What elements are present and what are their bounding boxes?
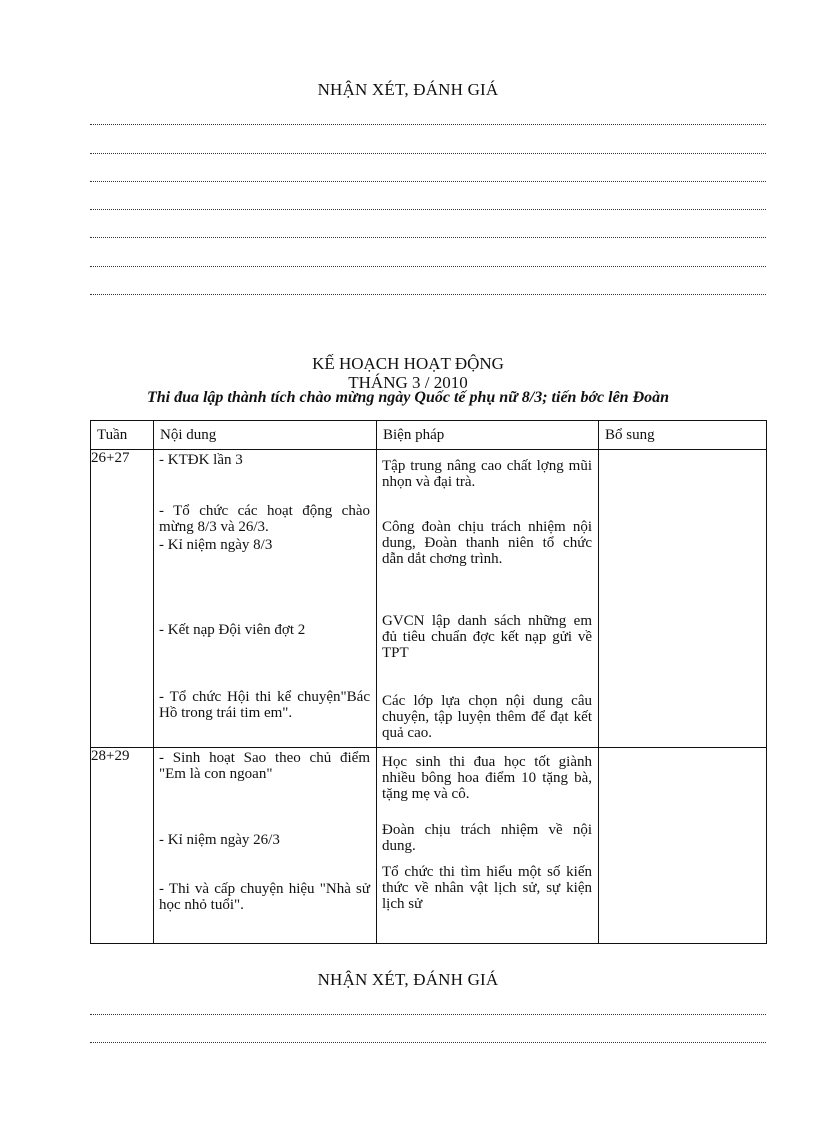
header-notes: Bổ sung xyxy=(599,421,767,450)
plan-table xyxy=(90,420,767,944)
measure-item: Tập trung nâng cao chất lợng mũi nhọn và đại trà. xyxy=(382,458,592,490)
table-header-row xyxy=(91,421,767,450)
content-item: - Kỉ niệm ngày 8/3 xyxy=(159,537,273,553)
dotted-line xyxy=(90,266,766,267)
dotted-line xyxy=(90,294,766,295)
measure-item: Học sinh thi đua học tốt giành nhiều bông hoa điểm 10 tặng bà, tặng mẹ và cô. xyxy=(382,754,592,802)
content-item: - Tổ chức các hoạt động chào mừng 8/3 và 26/3. xyxy=(159,503,370,535)
dotted-line xyxy=(90,209,766,210)
dotted-line xyxy=(90,1014,766,1015)
week-cell: 26+27 xyxy=(91,450,154,748)
dotted-line xyxy=(90,153,766,154)
measure-item: GVCN lập danh sách những em đủ tiêu chuẩn đợc kết nạp gửi về TPT xyxy=(382,613,592,661)
measure-item: Các lớp lựa chọn nội dung câu chuyện, tập luyện thêm để đạt kết quả cao. xyxy=(382,693,592,741)
measure-item: Tổ chức thi tìm hiểu một số kiến thức về nhân vật lịch sử, sự kiện lịch sử xyxy=(382,864,592,912)
header-measures: Biện pháp xyxy=(377,421,599,450)
content-cell xyxy=(154,450,377,748)
content-item: - Kỉ niệm ngày 26/3 xyxy=(159,832,280,848)
table-row xyxy=(91,748,767,944)
content-item: - KTĐK lần 3 xyxy=(159,452,243,468)
plan-subtitle: Thi đua lập thành tích chào mừng ngày Quốc tế phụ nữ 8/3; tiến bớc lên Đoàn xyxy=(146,389,670,406)
header-content: Nội dung xyxy=(154,421,377,450)
dotted-line xyxy=(90,237,766,238)
plan-month: THÁNG 3 / 2010 xyxy=(348,373,468,392)
dotted-line xyxy=(90,124,766,125)
content-item: - Kết nạp Đội viên đợt 2 xyxy=(159,622,306,638)
measure-item: Đoàn chịu trách nhiệm về nội dung. xyxy=(382,822,592,854)
dotted-line xyxy=(90,181,766,182)
header-week: Tuần xyxy=(91,421,154,450)
dotted-line xyxy=(90,1042,766,1043)
content-cell xyxy=(154,748,377,944)
week-cell: 28+29 xyxy=(91,748,154,944)
notes-cell xyxy=(599,450,767,748)
content-item: - Tổ chức Hội thi kể chuyện"Bác Hồ trong trái tim em". xyxy=(159,689,370,721)
plan-title: KẾ HOẠCH HOẠT ĐỘNG xyxy=(312,354,504,373)
measures-cell xyxy=(377,450,599,748)
measures-cell xyxy=(377,748,599,944)
review-heading-top: NHẬN XÉT, ĐÁNH GIÁ xyxy=(317,80,499,99)
content-item: - Sinh hoạt Sao theo chủ điểm "Em là con ngoan" xyxy=(159,750,370,782)
review-heading-bottom: NHẬN XÉT, ĐÁNH GIÁ xyxy=(317,970,499,989)
table-row xyxy=(91,450,767,748)
content-item: - Thi và cấp chuyện hiệu "Nhà sử học nhỏ tuổi". xyxy=(159,881,370,913)
measure-item: Công đoàn chịu trách nhiệm nội dung, Đoàn thanh niên tổ chức dẫn dắt chơng trình. xyxy=(382,519,592,567)
notes-cell xyxy=(599,748,767,944)
